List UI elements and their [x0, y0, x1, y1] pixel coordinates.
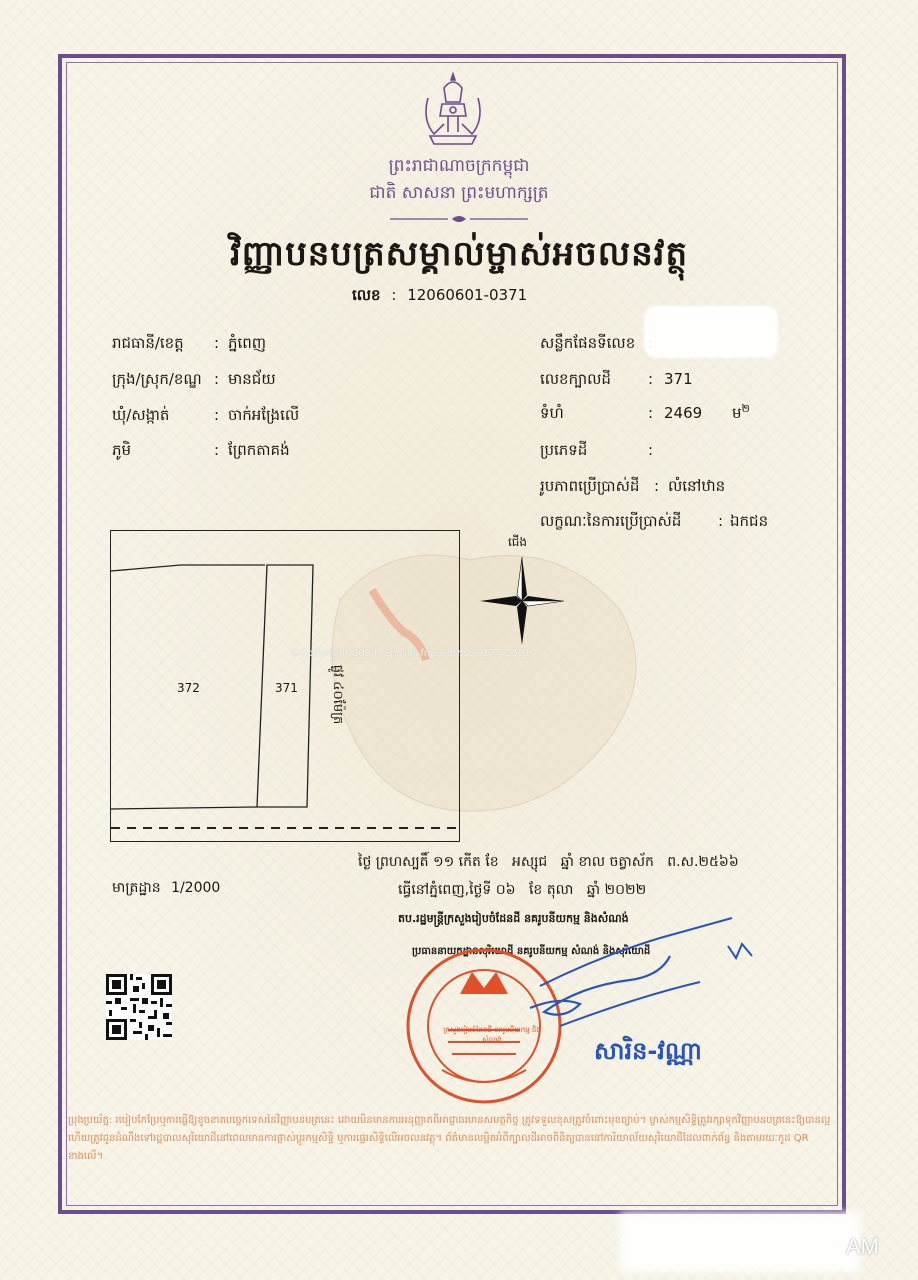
- map-scale: [112, 878, 220, 899]
- compass-rose-icon: [478, 555, 566, 647]
- province-value: ភ្នំពេញ: [228, 334, 267, 352]
- lunar-date-line: ថ្ងៃ ព្រហស្បតិ៍ ១១ កើត ខែ អស្សុជ ឆ្នាំ ខាល ចត្វាស័ក ព.ស.២៥៦៦: [358, 854, 739, 870]
- map-watermark: ©Copyright 2014, Sprhut.fmsv.dmsv.0177 2501: [290, 648, 531, 659]
- signatory-name: សារិន-វណ្ណា: [594, 1037, 702, 1065]
- solar-date-line: ធ្វើនៅភ្នំពេញ,ថ្ងៃទី ០៦ ខែ តុលា ឆ្នាំ ២០២២: [398, 882, 647, 898]
- motto-ornament-icon: [390, 214, 528, 224]
- royal-emblem-icon: [414, 70, 492, 150]
- land-use-value: លំនៅឋាន: [668, 477, 726, 495]
- legal-notice: ប្រុងប្រយ័ត្ន: របៀបកែប្រែឬការធ្វើឱ្យខូចខាតបច្ចេកទេសនៃវិញ្ញាបនបត្រនេះ ដោយមិនមានការអនុញ្ញាតពីអាជ្ញាធរមានសមត្ថកិច្ច ត្រូវទទួលខុសត្រូវចំពោះមុខច្បាប់។ ម្ចាស់កម្មសិទ្ធិត្រូវរក្សាទុកវិញ្ញាបនបត្រនេះឱ្យបានល្អ ហើយត្រូវជូនដំណឹងទៅរដ្ឋបាលសុរិយោដីនៅពេលមានការផ្លាស់ប្តូរកម្មសិទ្ធិ ឬការផ្ទេរសិទ្ធិលើអចលនវត្ថុ។ ព័ត៌មានលម្អិតអំពីក្បាលដីអាចពិនិត្យបាននៅការិយាល័យសុរិយោដីដែលពាក់ព័ន្ធ និងតាមរយៈកូដ QR ខាងលើ។: [68, 1115, 831, 1162]
- commune-value: ចាក់អង្រែលើ: [228, 406, 300, 424]
- qr-code-icon: [106, 974, 172, 1040]
- road-label: ផ្លូវ ៤០ម៉ែត្រ: [330, 664, 346, 725]
- certificate-number: លេខ : 12060601-0371: [352, 286, 528, 304]
- map-sheet-redaction: [644, 306, 778, 358]
- signatory-department: ប្រធាននាយកដ្ឋានសុរិយោដី នគរូបនីយកម្ម សំណង់ និងសុរិយោដី: [412, 946, 651, 957]
- area-label: ទំហំ: [540, 404, 564, 422]
- land-type-label: ប្រភេទដី: [540, 441, 588, 459]
- status-clock: AM: [846, 1234, 879, 1259]
- province-label: រាជធានី/ខេត្ត: [112, 334, 184, 352]
- stamp-text: ក្រសួងរៀបចំដែនដី នគរូបនីយកម្ម និងសំណង់: [443, 1026, 541, 1044]
- land-use-label: រូបភាពប្រើប្រាស់ដី: [540, 477, 640, 495]
- area-unit: ម$^២$: [732, 402, 750, 422]
- parcel-map: [110, 530, 460, 842]
- bottom-redaction: [620, 1212, 860, 1272]
- signatory-title: តប.រដ្ឋមន្ត្រីក្រសួងរៀបចំដែនដី នគរូបនីយកម្ម និងសំណង់: [398, 912, 629, 925]
- scale-value: 1/2000: [171, 880, 221, 896]
- commune-label: ឃុំ/សង្កាត់: [112, 406, 170, 424]
- parcel-371-label: 371: [275, 681, 298, 695]
- national-motto: ជាតិ សាសនា ព្រះមហាក្សត្រ: [369, 183, 549, 203]
- map-sheet-label: សន្លឹកផែនទីលេខ: [540, 334, 636, 352]
- parcel-number-value: 371: [664, 370, 693, 388]
- village-label: ភូមិ: [112, 441, 132, 459]
- area-value: 2469: [664, 404, 703, 422]
- district-value: មានជ័យ: [228, 370, 276, 388]
- district-label: ក្រុង/ស្រុក/ខណ្ឌ: [112, 370, 202, 388]
- parcel-number-label: លេខក្បាលដី: [540, 370, 611, 388]
- land-use-nature-label: លក្ខណៈនៃការប្រើប្រាស់ដី: [540, 512, 682, 530]
- certificate-title: វិញ្ញាបនបត្រសម្គាល់ម្ចាស់អចលនវត្ថុ: [229, 234, 689, 274]
- parcel-372-label: 372: [177, 681, 200, 695]
- land-use-nature-value: ឯកជន: [730, 512, 769, 530]
- scale-label: មាត្រដ្ឋាន: [112, 880, 161, 896]
- village-value: ព្រែកតាគង់: [228, 441, 290, 459]
- handwritten-signature-icon: [520, 916, 770, 1036]
- certificate-number-label: លេខ: [352, 286, 381, 304]
- kingdom-name: ព្រះរាជាណាចក្រកម្ពុជា: [388, 156, 530, 176]
- certificate-number-value: 12060601-0371: [407, 286, 528, 304]
- north-label: ជើង: [508, 535, 528, 549]
